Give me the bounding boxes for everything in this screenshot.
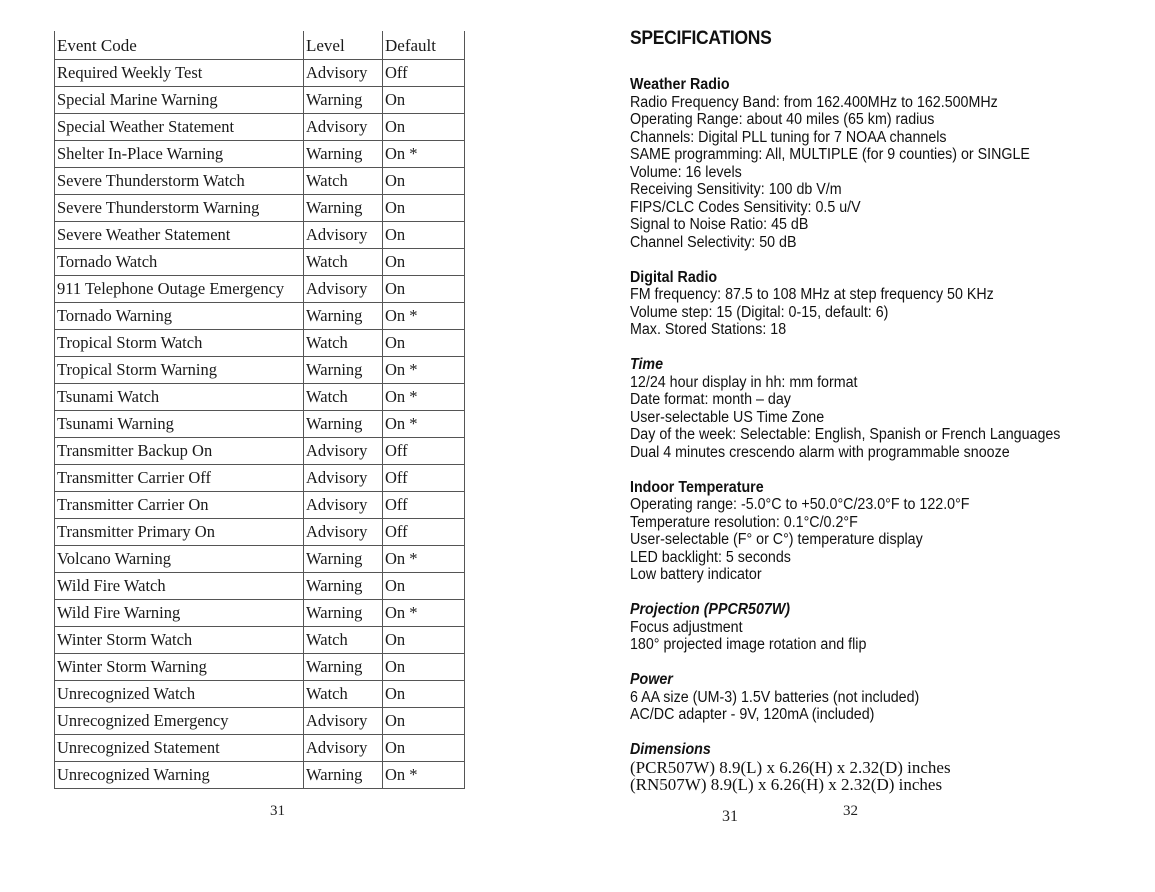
default-cell: Off — [383, 492, 465, 519]
section-heading: Weather Radio — [630, 76, 730, 93]
event-code-cell: Unrecognized Warning — [55, 762, 304, 789]
spec-line: Focus adjustment — [630, 618, 743, 636]
default-cell: On — [383, 249, 465, 276]
default-cell: On * — [383, 546, 465, 573]
spec-line: 6 AA size (UM-3) 1.5V batteries (not included) — [630, 688, 920, 706]
event-code-cell: 911 Telephone Outage Emergency — [55, 276, 304, 303]
level-cell: Watch — [304, 627, 383, 654]
page-number-overlay: 31 — [722, 808, 738, 825]
default-cell: Off — [383, 465, 465, 492]
spec-line: Radio Frequency Band: from 162.400MHz to 162.500MHz — [630, 93, 998, 111]
spec-line: 180° projected image rotation and flip — [630, 636, 867, 653]
event-code-cell: Wild Fire Watch — [55, 573, 304, 600]
default-cell: On * — [383, 357, 465, 384]
spec-line: Volume step: 15 (Digital: 0-15, default: 6) — [630, 303, 889, 321]
event-code-cell: Tropical Storm Warning — [55, 357, 304, 384]
level-cell: Warning — [304, 546, 383, 573]
event-code-cell: Transmitter Primary On — [55, 519, 304, 546]
table-row — [55, 627, 465, 654]
spec-line: AC/DC adapter - 9V, 120mA (included) — [630, 706, 875, 723]
event-code-cell: Severe Thunderstorm Watch — [55, 168, 304, 195]
level-cell: Watch — [304, 681, 383, 708]
spec-line: Operating Range: about 40 miles (65 km) radius — [630, 111, 935, 128]
event-code-cell: Required Weekly Test — [55, 60, 304, 87]
table-row — [55, 168, 465, 195]
table-row — [55, 384, 465, 411]
level-cell: Watch — [304, 384, 383, 411]
section-heading: Projection (PPCR507W) — [630, 601, 791, 618]
spec-line: User-selectable US Time Zone — [630, 408, 825, 426]
table-row — [55, 60, 465, 87]
spec-line: Day of the week: Selectable: English, Spanish or French Languages — [630, 426, 1061, 443]
default-cell: On — [383, 654, 465, 681]
table-row — [55, 222, 465, 249]
event-code-cell: Volcano Warning — [55, 546, 304, 573]
table-row — [55, 735, 465, 762]
default-cell: On — [383, 87, 465, 114]
default-cell: On — [383, 708, 465, 735]
page-title: SPECIFICATIONS — [630, 28, 772, 49]
page-number-right: 32 — [843, 803, 858, 819]
spec-section — [630, 479, 1150, 584]
spec-sections — [630, 76, 1150, 794]
event-code-cell: Wild Fire Warning — [55, 600, 304, 627]
event-code-cell: Tsunami Warning — [55, 411, 304, 438]
spec-line: Date format: month – day — [630, 391, 791, 408]
level-cell: Warning — [304, 573, 383, 600]
event-code-cell: Transmitter Backup On — [55, 438, 304, 465]
spec-line: Temperature resolution: 0.1°C/0.2°F — [630, 513, 858, 531]
table-row — [55, 330, 465, 357]
table-row — [55, 600, 465, 627]
level-cell: Warning — [304, 600, 383, 627]
level-cell: Warning — [304, 87, 383, 114]
header-event-code: Event Code — [55, 31, 304, 60]
level-cell: Warning — [304, 141, 383, 168]
spec-line: User-selectable (F° or C°) temperature display — [630, 531, 923, 548]
event-code-cell: Unrecognized Emergency — [55, 708, 304, 735]
table-row — [55, 438, 465, 465]
level-cell: Advisory — [304, 735, 383, 762]
spec-section — [630, 741, 1150, 794]
event-code-cell: Severe Weather Statement — [55, 222, 304, 249]
table-row — [55, 249, 465, 276]
spec-line: Low battery indicator — [630, 566, 762, 583]
level-cell: Watch — [304, 168, 383, 195]
level-cell: Warning — [304, 411, 383, 438]
event-code-cell: Special Marine Warning — [55, 87, 304, 114]
section-heading: Digital Radio — [630, 268, 718, 286]
event-code-cell: Tornado Watch — [55, 249, 304, 276]
section-heading: Power — [630, 671, 673, 688]
spec-line: LED backlight: 5 seconds — [630, 548, 791, 566]
default-cell: On * — [383, 411, 465, 438]
table-row — [55, 411, 465, 438]
spec-line: Receiving Sensitivity: 100 db V/m — [630, 181, 842, 198]
table-row — [55, 573, 465, 600]
table-row — [55, 357, 465, 384]
level-cell: Advisory — [304, 276, 383, 303]
spec-line: Max. Stored Stations: 18 — [630, 321, 787, 338]
level-cell: Warning — [304, 654, 383, 681]
event-code-cell: Winter Storm Warning — [55, 654, 304, 681]
specifications — [630, 28, 1150, 811]
spec-line: FM frequency: 87.5 to 108 MHz at step frequency 50 KHz — [630, 286, 994, 303]
default-cell: On * — [383, 141, 465, 168]
level-cell: Warning — [304, 357, 383, 384]
level-cell: Watch — [304, 330, 383, 357]
header-default: Default — [383, 31, 465, 60]
event-code-cell: Tornado Warning — [55, 303, 304, 330]
level-cell: Warning — [304, 303, 383, 330]
event-code-cell: Special Weather Statement — [55, 114, 304, 141]
event-code-cell: Winter Storm Watch — [55, 627, 304, 654]
default-cell: On * — [383, 600, 465, 627]
section-heading: Indoor Temperature — [630, 478, 764, 496]
default-cell: On — [383, 222, 465, 249]
table-row — [55, 276, 465, 303]
table-row — [55, 546, 465, 573]
level-cell: Advisory — [304, 60, 383, 87]
spec-line: FIPS/CLC Codes Sensitivity: 0.5 u/V — [630, 198, 861, 216]
table-row — [55, 762, 465, 789]
default-cell: On — [383, 330, 465, 357]
default-cell: On — [383, 735, 465, 762]
level-cell: Warning — [304, 195, 383, 222]
default-cell: On — [383, 168, 465, 195]
spec-line: Channels: Digital PLL tuning for 7 NOAA channels — [630, 128, 947, 146]
default-cell: On — [383, 276, 465, 303]
default-cell: On — [383, 627, 465, 654]
table-row — [55, 492, 465, 519]
section-heading: Time — [630, 356, 664, 373]
section-heading: Dimensions — [630, 741, 711, 758]
spec-section — [630, 76, 1150, 251]
default-cell: On — [383, 114, 465, 141]
default-cell: On — [383, 195, 465, 222]
event-code-cell: Severe Thunderstorm Warning — [55, 195, 304, 222]
table-row — [55, 654, 465, 681]
event-code-cell: Tropical Storm Watch — [55, 330, 304, 357]
default-cell: On — [383, 573, 465, 600]
table-row — [55, 303, 465, 330]
table-row — [55, 87, 465, 114]
default-cell: Off — [383, 438, 465, 465]
default-cell: Off — [383, 519, 465, 546]
spec-line: Operating range: -5.0°C to +50.0°C/23.0°F to 122.0°F — [630, 496, 970, 513]
level-cell: Advisory — [304, 708, 383, 735]
table-row — [55, 708, 465, 735]
spec-line: (RN507W) 8.9(L) x 6.26(H) x 2.32(D) inches — [630, 775, 943, 794]
level-cell: Warning — [304, 762, 383, 789]
level-cell: Watch — [304, 249, 383, 276]
table-row — [55, 141, 465, 168]
table-row — [55, 681, 465, 708]
spec-line: Volume: 16 levels — [630, 163, 742, 181]
spec-line: Dual 4 minutes crescendo alarm with programmable snooze — [630, 443, 1010, 461]
default-cell: On * — [383, 303, 465, 330]
page-number-left: 31 — [270, 803, 285, 819]
table-row — [55, 114, 465, 141]
table-row — [55, 195, 465, 222]
spec-line: Signal to Noise Ratio: 45 dB — [630, 216, 809, 233]
default-cell: Off — [383, 60, 465, 87]
event-code-cell: Shelter In-Place Warning — [55, 141, 304, 168]
event-code-cell: Transmitter Carrier Off — [55, 465, 304, 492]
level-cell: Advisory — [304, 519, 383, 546]
event-code-cell: Transmitter Carrier On — [55, 492, 304, 519]
event-code-cell: Unrecognized Statement — [55, 735, 304, 762]
table-row — [55, 519, 465, 546]
default-cell: On * — [383, 384, 465, 411]
spec-section — [630, 671, 1150, 724]
spec-line: 12/24 hour display in hh: mm format — [630, 373, 858, 391]
default-cell: On * — [383, 762, 465, 789]
table-row — [55, 465, 465, 492]
event-code-cell: Unrecognized Watch — [55, 681, 304, 708]
spec-line: SAME programming: All, MULTIPLE (for 9 counties) or SINGLE — [630, 146, 1030, 163]
level-cell: Advisory — [304, 492, 383, 519]
level-cell: Advisory — [304, 465, 383, 492]
event-table-body — [55, 60, 465, 789]
level-cell: Advisory — [304, 222, 383, 249]
spec-section — [630, 356, 1150, 461]
spec-section — [630, 601, 1150, 654]
level-cell: Advisory — [304, 438, 383, 465]
spec-line: Channel Selectivity: 50 dB — [630, 233, 797, 251]
spec-line: (PCR507W) 8.9(L) x 6.26(H) x 2.32(D) inches — [630, 757, 951, 777]
event-code-table — [54, 31, 465, 789]
table-header-row — [55, 31, 465, 60]
default-cell: On — [383, 681, 465, 708]
level-cell: Advisory — [304, 114, 383, 141]
spec-section — [630, 269, 1150, 339]
event-code-cell: Tsunami Watch — [55, 384, 304, 411]
header-level: Level — [304, 31, 383, 60]
